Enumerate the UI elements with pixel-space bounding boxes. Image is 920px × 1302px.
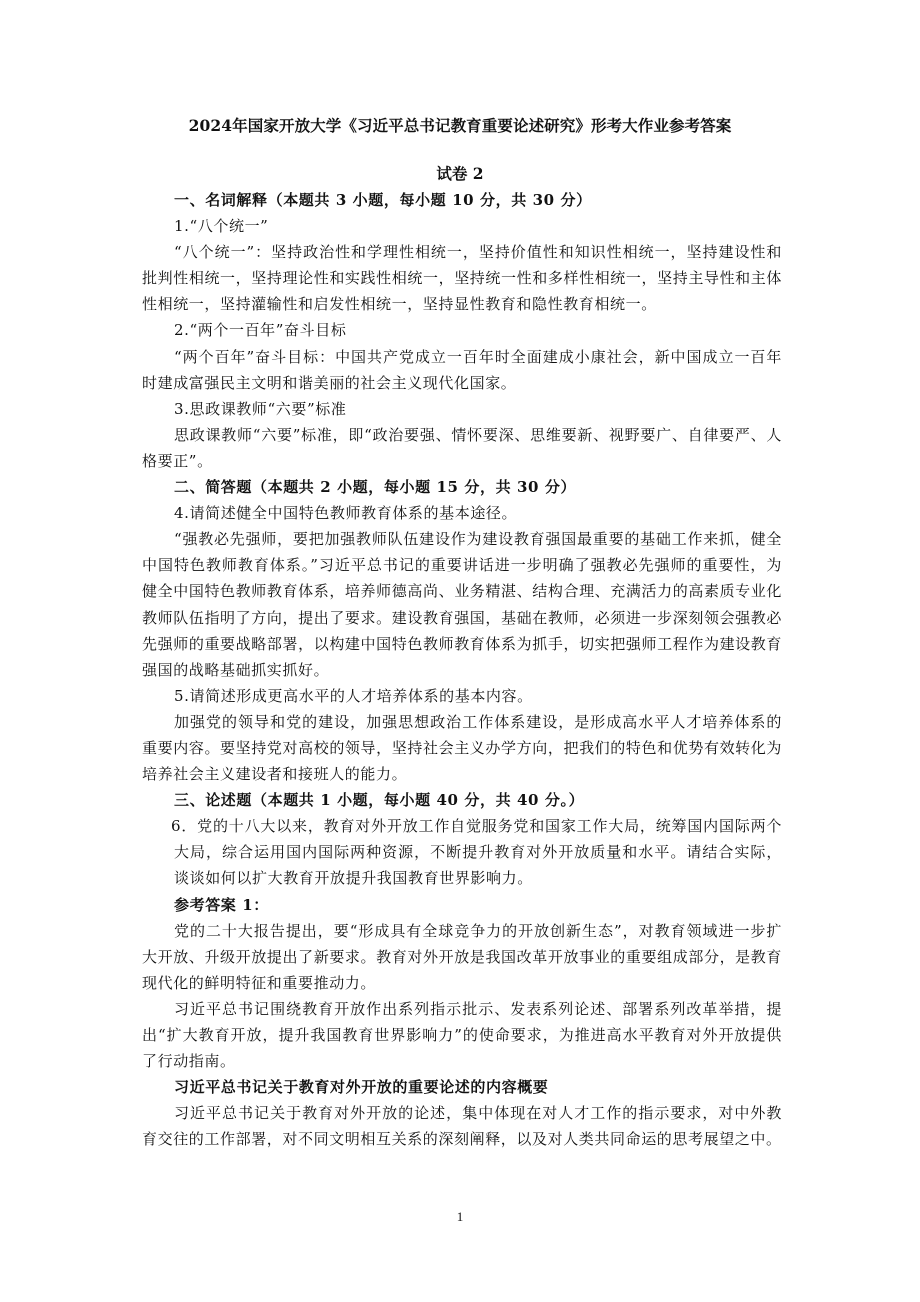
document-body <box>142 187 782 1152</box>
paragraph: 5.请简述形成更高水平的人才培养体系的基本内容。 <box>174 686 533 705</box>
document-title: 2024年国家开放大学《习近平总书记教育重要论述研究》形考大作业参考答案 <box>188 116 732 135</box>
paragraph: 加强党的领导和党的建设，加强思想政治工作体系建设，是形成高水平人才培养体系的重要内容。要坚持党对高校的领导，坚持社会主义办学方向，把我们的特色和优势有效转化为培养社会主义建设者和接班人的能力。 <box>142 712 782 784</box>
section-heading: 二、简答题（本题共 2 小题，每小题 15 分，共 30 分） <box>174 478 577 497</box>
paragraph: 2.“两个一百年”奋斗目标 <box>174 321 347 340</box>
paragraph: “八个统一”：坚持政治性和学理性相统一，坚持价值性和知识性相统一，坚持建设性和批判性相统一，坚持理论性和实践性相统一，坚持统一性和多样性相统一，坚持主导性和主体性相统一，坚持灌输性和启发性相统一，坚持显性教育和隐性教育相统一。 <box>142 243 782 314</box>
paragraph: 党的二十大报告提出，要“形成具有全球竞争力的开放创新生态”，对教育领域进一步扩大开放、升级开放提出了新要求。教育对外开放是我国改革开放事业的重要组成部分，是教育现代化的鲜明特征和重要推动力。 <box>142 921 782 992</box>
document-subtitle: 试卷 2 <box>436 164 484 183</box>
paragraph: “强教必先强师，要把加强教师队伍建设作为建设教育强国最重要的基础工作来抓，健全中国特色教师教育体系。”习近平总书记的重要讲话进一步明确了强教必先强师的重要性，为健全中国特色教师教育体系，培养师德高尚、业务精湛、结构合理、充满活力的高素质专业化教师队伍指明了方向，提出了要求。建设教育强国，基础在教师，必须进一步深刻领会强教必先强师的重要战略部署，以构建中国特色教师教育体系为抓手，切实把强师工程作为建设教育强国的战略基础抓实抓好。 <box>142 530 782 679</box>
page-number: 1 <box>456 1209 464 1224</box>
section-heading: 参考答案 1： <box>174 895 269 914</box>
paragraph: 1.“八个统一” <box>174 217 269 236</box>
paragraph: “两个百年”奋斗目标：中国共产党成立一百年时全面建成小康社会，新中国成立一百年时建成富强民主文明和谐美丽的社会主义现代化国家。 <box>142 347 782 392</box>
paragraph: 4.请简述健全中国特色教师教育体系的基本途径。 <box>174 504 518 523</box>
paragraph: 思政课教师“六要”标准，即“政治要强、情怀要深、思维要新、视野要广、自律要严、人格要正”。 <box>142 425 782 470</box>
paragraph: 6．党的十八大以来，教育对外开放工作自觉服务党和国家工作大局，统筹国内国际两个大局，综合运用国内国际两种资源，不断提升教育对外开放质量和水平。请结合实际，谈谈如何以扩大教育开放提升我国教育世界影响力。 <box>171 817 782 888</box>
section-heading: 三、论述题（本题共 1 小题，每小题 40 分，共 40 分。） <box>174 791 585 810</box>
paragraph: 习近平总书记围绕教育开放作出系列指示批示、发表系列论述、部署系列改革举措，提出“扩大教育开放，提升我国教育世界影响力”的使命要求，为推进高水平教育对外开放提供了行动指南。 <box>142 999 782 1071</box>
section-heading: 一、名词解释（本题共 3 小题，每小题 10 分，共 30 分） <box>174 191 592 209</box>
paragraph: 习近平总书记关于教育对外开放的论述，集中体现在对人才工作的指示要求，对中外教育交往的工作部署，对不同文明相互关系的深刻阐释，以及对人类共同命运的思考展望之中。 <box>142 1104 782 1149</box>
section-heading: 习近平总书记关于教育对外开放的重要论述的内容概要 <box>174 1078 549 1097</box>
paragraph: 3.思政课教师“六要”标准 <box>174 399 347 418</box>
